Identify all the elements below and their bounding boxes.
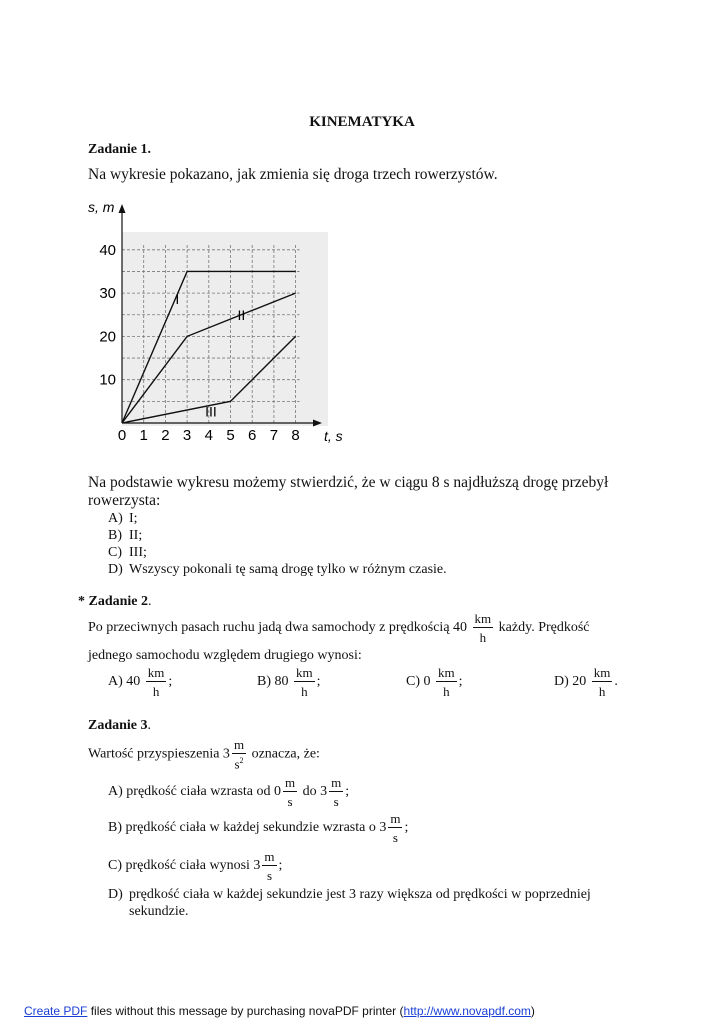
task1-option-a[interactable] (108, 511, 138, 527)
unit-fraction-km-h: $\frac{km}{h}$ (474, 611, 492, 645)
task3-option-b[interactable]: B) prędkość ciała w każdej sekundzie wzrasta o 3 $\frac{m}{s}$ ; (108, 811, 409, 845)
series-label-ii: II (237, 306, 246, 323)
option-text: I; (129, 511, 138, 526)
unit-fraction: $\frac{km}{h}$ (147, 665, 165, 699)
task1-option-d[interactable] (108, 562, 447, 578)
unit-fraction-m-s: $\frac{m}{s}$ (264, 849, 275, 883)
task3-option-d[interactable]: D) prędkość ciała w każdej sekundzie jest 3 razy większa od prędkości w poprzedniej (108, 887, 591, 902)
task3-intro: Wartość przyspieszenia 3 $\frac{m}{s^2}$ oznacza, że: (88, 737, 320, 772)
x-tick-label: 6 (248, 427, 257, 444)
y-axis-arrow (119, 204, 126, 213)
option-text: III; (129, 545, 147, 560)
task1-option-b[interactable] (108, 528, 143, 544)
x-tick-label: 2 (161, 427, 170, 444)
chart-plot-background (122, 232, 328, 426)
distance-time-chart (84, 196, 354, 450)
task1-question-line2: rowerzysta: (88, 492, 161, 509)
task1-intro: Na wykresie pokazano, jak zmienia się droga trzech rowerzystów. (88, 166, 498, 183)
x-tick-label: 8 (291, 427, 300, 444)
task3-option-d-line2: sekundzie. (129, 904, 189, 919)
page-title: KINEMATYKA (309, 114, 415, 130)
task3-option-a[interactable]: A) prędkość ciała wzrasta od 0 $\frac{m}{s}$ do 3 $\frac{m}{s}$ ; (108, 775, 350, 809)
task2-line1: Po przeciwnych pasach ruchu jadą dwa samochody z prędkością 40 $\frac{km}{h}$ każdy. Prędkość (88, 611, 590, 645)
option-letter: D) (108, 562, 123, 577)
unit-fraction-m-s2: $\frac{m}{s^2}$ (233, 737, 245, 772)
task1-heading: Zadanie 1. (88, 142, 152, 157)
option-letter: C) (108, 545, 122, 560)
x-tick-label: 0 (117, 427, 127, 444)
task2-heading: * Zadanie 2. (78, 594, 152, 609)
task1-option-c[interactable] (108, 545, 147, 561)
unit-fraction: $\frac{km}{h}$ (438, 665, 455, 699)
option-letter: A) (108, 511, 123, 526)
option-letter: B) (108, 528, 122, 543)
unit-fraction-m-s: $\frac{m}{s}$ (331, 775, 342, 809)
task3-heading: Zadanie 3. (88, 718, 152, 733)
create-pdf-link[interactable]: Create PDF (24, 1004, 88, 1018)
x-tick-label: 7 (269, 427, 279, 444)
task3-option-c[interactable]: C) prędkość ciała wynosi 3 $\frac{m}{s}$ ; (108, 849, 283, 883)
y-tick-label: 30 (99, 285, 116, 303)
unit-fraction-m-s: $\frac{m}{s}$ (390, 811, 401, 845)
pdf-footer: Create PDF files without this message by purchasing novaPDF printer (http://www.novapdf.com) (24, 1004, 535, 1018)
task2-option-b[interactable]: B) 80 $\frac{km}{h}$ ; (257, 665, 321, 699)
task1-question-line1: Na podstawie wykresu możemy stwierdzić, że w ciągu 8 s najdłuższą drogę przebył (88, 474, 609, 491)
x-tick-label: 1 (139, 427, 148, 444)
task2-option-a[interactable]: A) 40 $\frac{km}{h}$ ; (108, 665, 173, 699)
option-text: Wszyscy pokonali tę samą drogę tylko w różnym czasie. (129, 562, 447, 577)
option-text: II; (129, 528, 143, 543)
task2-option-c[interactable]: C) 0 $\frac{km}{h}$ ; (406, 665, 463, 699)
x-tick-label: 3 (182, 427, 192, 444)
unit-fraction: $\frac{km}{h}$ (296, 665, 313, 699)
series-label-i: I (175, 290, 180, 307)
y-tick-label: 20 (99, 328, 116, 346)
unit-fraction: $\frac{km}{h}$ (593, 665, 611, 699)
unit-fraction-m-s: $\frac{m}{s}$ (285, 775, 296, 809)
y-tick-label: 40 (99, 241, 116, 259)
task2-line2: jednego samochodu względem drugiego wynosi: (88, 648, 362, 663)
x-axis-label: t, s (324, 428, 343, 444)
y-axis-label: s, m (88, 199, 115, 215)
novapdf-link[interactable]: http://www.novapdf.com (403, 1004, 531, 1018)
x-tick-label: 5 (226, 427, 235, 444)
series-label-iii: III (205, 403, 217, 420)
y-tick-label: 10 (99, 371, 116, 389)
x-tick-label: 4 (204, 427, 213, 444)
task2-option-d[interactable]: D) 20 $\frac{km}{h}$ . (554, 665, 618, 699)
